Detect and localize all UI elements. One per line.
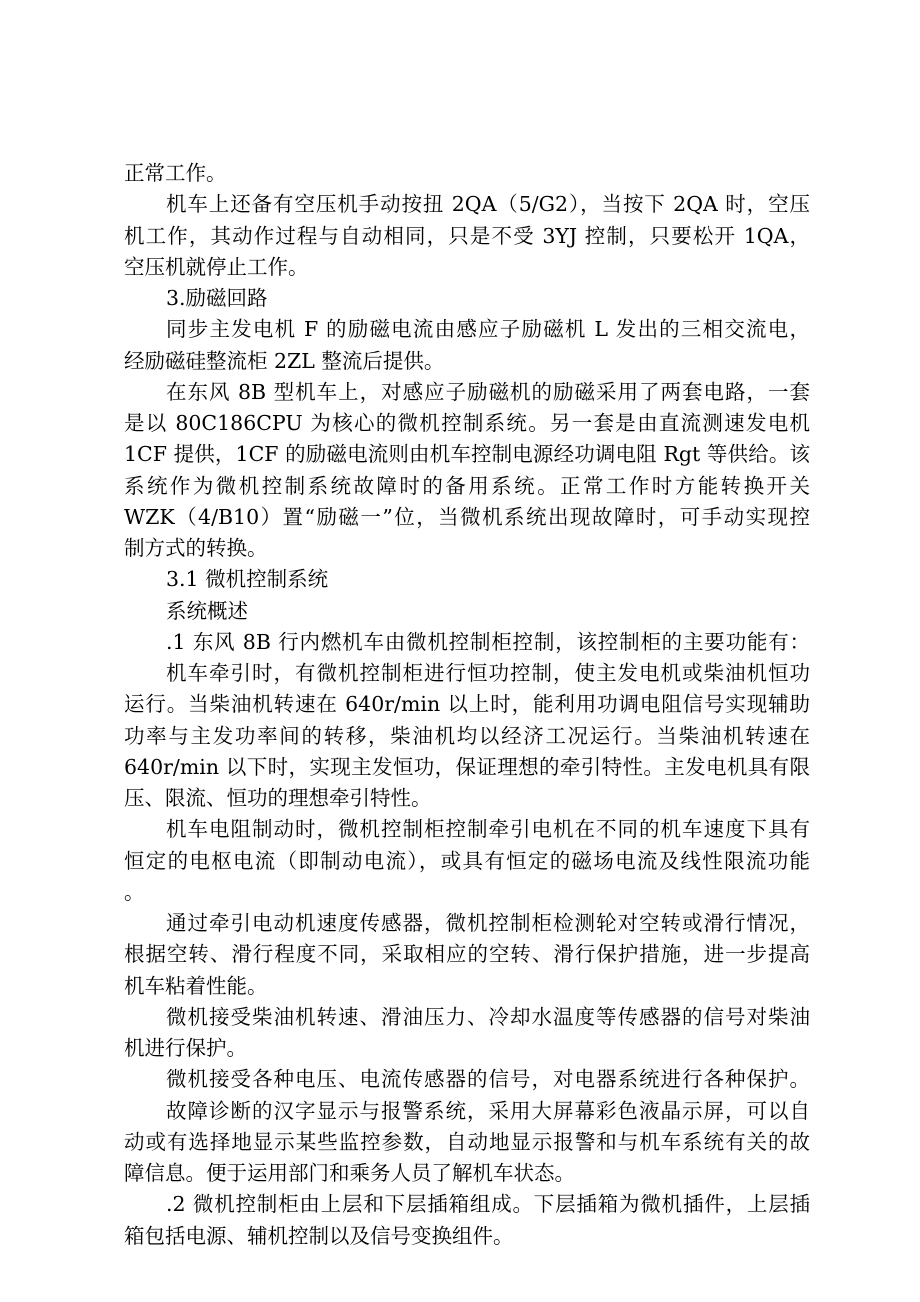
text-line: 机进行保护。 [124,1036,247,1060]
text-line: 运行。当柴油机转速在 640r/min 以上时，能利用功调电阻信号实现辅助 [124,692,810,717]
text-line: 3.励磁回路 [166,286,268,310]
text-line: 空压机就停止工作。 [124,254,309,279]
text-line: .1 东风 8B 行内燃机车由微机控制柜控制，该控制柜的主要功能有： [166,629,810,654]
text-line: 动或有选择地显示某些监控参数，自动地显示报警和与机车系统有关的故 [124,1129,810,1154]
text-line: 机工作，其动作过程与自动相同，只是不受 3YJ 控制，只要松开 1QA， [124,223,810,248]
text-line: 恒定的电枢电流（即制动电流），或具有恒定的磁场电流及线性限流功能 [124,848,810,873]
text-line: 制方式的转换。 [124,536,268,560]
text-line: 系统概述 [166,598,248,623]
text-line: 通过牵引电动机速度传感器，微机控制柜检测轮对空转或滑行情况， [166,911,810,935]
text-line: 箱包括电源、辅机控制以及信号变换组件。 [124,1223,514,1248]
text-line: 机车牵引时，有微机控制柜进行恒功控制，使主发电机或柴油机恒功 [166,661,810,685]
text-line: 。 [124,879,145,904]
text-line: 压、限流、恒功的理想牵引特性。 [124,786,432,810]
text-line: WZK（4/B10）置“励磁一”位，当微机系统出现故障时，可手动实现控 [124,504,810,529]
text-line: 微机接受柴油机转速、滑油压力、冷却水温度等传感器的信号对柴油 [166,1004,810,1029]
text-line: 系统作为微机控制系统故障时的备用系统。正常工作时方能转换开关 [124,473,810,498]
text-line: 机车电阻制动时，微机控制柜控制牵引电机在不同的机车速度下具有 [166,817,810,842]
text-line: 1CF 提供，1CF 的励磁电流则由机车控制电源经功调电阻 Rgt 等供给。该 [124,442,810,467]
text-line: 3.1 微机控制系统 [166,567,329,592]
text-line: 经励磁硅整流柜 2ZL 整流后提供。 [124,348,445,373]
text-line: .2 微机控制柜由上层和下层插箱组成。下层插箱为微机插件，上层插 [166,1192,810,1217]
text-line: 机车上还备有空压机手动按扭 2QA（5/G2），当按下 2QA 时，空压 [166,192,810,217]
text-line: 640r/min 以下时，实现主发恒功，保证理想的牵引特性。主发电机具有限 [124,754,810,779]
text-line: 功率与主发功率间的转移，柴油机均以经济工况运行。当柴油机转速在 [124,723,810,748]
text-line: 同步主发电机 F 的励磁电流由感应子励磁机 L 发出的三相交流电， [166,317,810,342]
text-line: 是以 80C186CPU 为核心的微机控制系统。另一套是由直流测速发电机 [124,411,810,435]
text-line: 根据空转、滑行程度不同，采取相应的空转、滑行保护措施，进一步提高 [124,942,810,967]
text-line: 机车粘着性能。 [124,973,268,998]
text-line: 故障诊断的汉字显示与报警系统，采用大屏幕彩色液晶示屏，可以自 [166,1098,810,1123]
text-line: 正常工作。 [124,161,227,185]
text-line: 在东风 8B 型机车上，对感应子励磁机的励磁采用了两套电路，一套 [166,379,810,404]
text-line: 微机接受各种电压、电流传感器的信号，对电器系统进行各种保护。 [166,1067,810,1092]
text-line: 障信息。便于运用部门和乘务人员了解机车状态。 [124,1161,575,1185]
